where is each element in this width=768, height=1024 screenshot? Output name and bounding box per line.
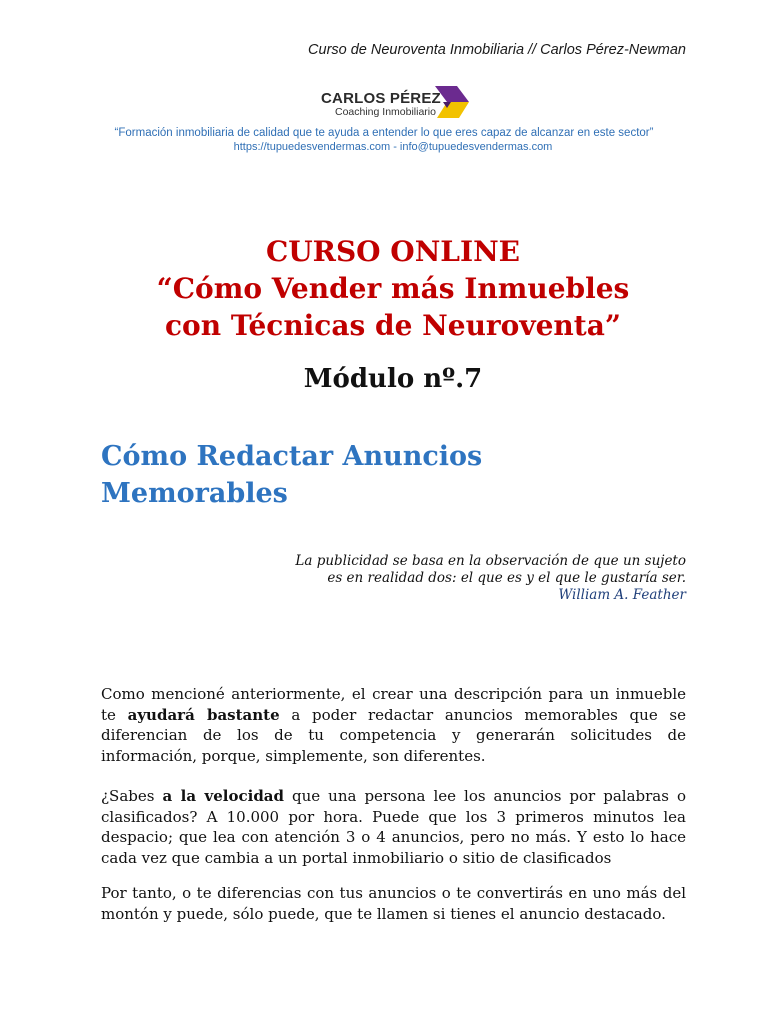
course-title-line2: “Cómo Vender más Inmuebles [156,272,630,305]
paragraph-1-bold: ayudará bastante [127,705,280,724]
section-title-line2: Memorables [101,478,288,509]
contact-links[interactable]: https://tupuedesvendermas.com - info@tupuedesvendermas.com [233,141,553,153]
quote-line1: La publicidad se basa en la observación de que un sujeto [295,553,686,569]
tagline: “Formación inmobiliaria de calidad que te ayuda a entender lo que eres capaz de alcanzar en este sector” [114,127,654,139]
course-title-line1: CURSO ONLINE [265,235,521,268]
module-number: Módulo nº.7 [303,364,483,394]
paragraph-1-text-b: a poder redactar anuncios memorables que se diferencian de los de tu competencia y generarán solicitudes de información, porque, simplemente, son diferentes. [101,705,686,765]
paragraph-2-bold: a la velocidad [162,787,285,805]
running-header: Curso de Neuroventa Inmobiliaria // Carlos Pérez-Newman [308,42,686,58]
quote-line2: es en realidad dos: el que es y el que le gustaría ser. [327,570,686,586]
paragraph-2-text-b: que una persona lee los anuncios por palabras o clasificados? A 10.000 por hora. Puede que los 3 primeros minutos lea despacio; que lea con atención 3 o 4 anuncios, pero no más. Y esto lo hace cada vez que cambia a un portal inmobiliario o sitio de clasificados [101,787,686,867]
section-title [101,438,581,512]
logo [321,86,471,122]
paragraph-2 [101,786,686,868]
course-title [0,233,768,344]
logo-name: CARLOS PÉREZ [321,90,441,107]
course-title-line3: con Técnicas de Neuroventa” [165,309,621,342]
paragraph-2-text-a: ¿Sabes [101,787,163,805]
quote-author: William A. Feather [558,587,686,603]
logo-mark-icon [429,86,469,122]
paragraph-3: Por tanto, o te diferencias con tus anuncios o te convertirás en uno más del montón y puede, sólo puede, que te llamen si tienes el anuncio destacado. [101,884,686,923]
paragraph-1-text-a: Como mencioné anteriormente, el crear una descripción para un inmueble te [101,685,686,724]
logo-subtitle: Coaching Inmobiliario [335,106,436,118]
paragraph-1 [101,684,686,766]
section-title-line1: Cómo Redactar Anuncios [101,441,483,472]
epigraph-quote [295,553,686,604]
